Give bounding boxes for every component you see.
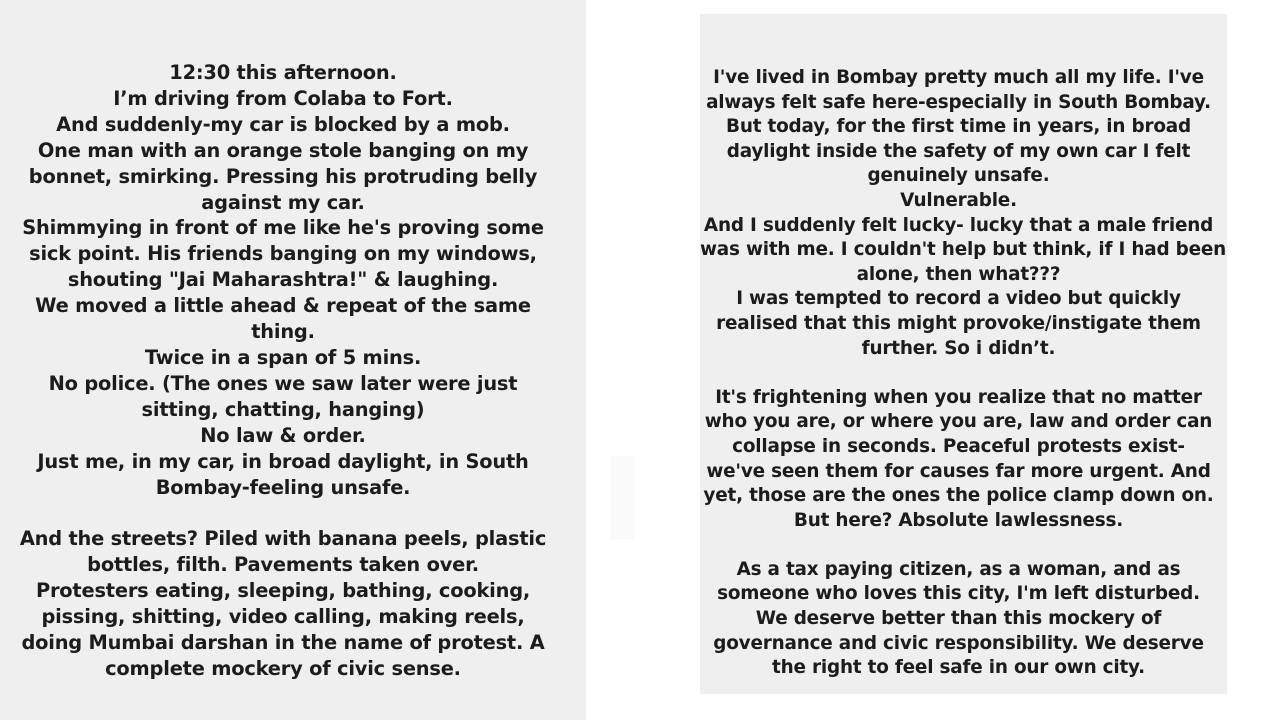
left-story-text [0,60,566,682]
story-line: someone who loves this city, I'm left disturbed. [717,583,1200,605]
story-line: yet, those are the ones the police clamp down on. [703,485,1214,507]
story-line: who you are, or where you are, law and order can [704,411,1213,433]
story-line: And I suddenly felt lucky- lucky that a male friend [703,214,1214,236]
story-line: realised that this might provoke/instigate them [716,312,1201,334]
story-line: It's frightening when you realize that no matter [715,386,1202,408]
story-line: I've lived in Bombay pretty much all my life. I've [713,67,1204,88]
story-line: against my car. [201,190,365,214]
story-line: further. So i didn’t. [861,337,1056,359]
divider-shape [610,456,634,540]
story-line: complete mockery of civic sense. [105,656,461,680]
story-line: daylight inside the safety of my own car I felt [726,140,1191,162]
story-line: Twice in a span of 5 mins. [144,345,422,369]
story-line: sitting, chatting, hanging) [141,397,425,421]
story-line: No police. (The ones we saw later were just [48,371,518,395]
story-line: bottles, filth. Pavements taken over. [87,553,479,577]
story-line: always felt safe here-especially in South Bombay. [706,91,1211,113]
story-line: We moved a little ahead & repeat of the same [35,294,531,318]
story-line: the right to feel safe in our own city. [772,657,1145,679]
paragraph-gap [700,533,1217,558]
story-line: As a tax paying citizen, as a woman, and as [736,558,1181,580]
story-line: No law & order. [200,423,366,447]
story-line: We deserve better than this mockery of [755,608,1162,630]
story-line: collapse in seconds. Peaceful protests exist- [732,435,1185,457]
right-story-text [700,66,1227,681]
story-line: shouting "Jai Maharashtra!" & laughing. [67,268,499,292]
story-line: governance and civic responsibility. We deserve [713,632,1204,654]
story-line: Vulnerable. [900,189,1017,211]
story-line: And suddenly-my car is blocked by a mob. [56,112,510,136]
story-line: we've seen them for causes far more urgent. And [706,460,1211,482]
paragraph-gap [700,361,1217,386]
story-line: Protesters eating, sleeping, bathing, cooking, [35,579,531,603]
story-line: Bombay-feeling unsafe. [155,475,411,499]
story-line: Just me, in my car, in broad daylight, in South [37,449,529,473]
story-line: was with me. I couldn't help but think, if I had been [700,239,1227,261]
story-line: But here? Absolute lawlessness. [793,509,1124,531]
story-line: One man with an orange stole banging on my [37,138,529,162]
story-line: thing. [251,320,315,344]
story-line: bonnet, smirking. Pressing his protruding belly [28,164,538,188]
story-line: But today, for the first time in years, in broad [726,116,1191,138]
story-line: I’m driving from Colaba to Fort. [113,86,453,110]
story-line: doing Mumbai darshan in the name of protest. A [21,630,545,654]
story-line: pissing, shitting, video calling, making reels, [41,605,525,629]
story-line: genuinely unsafe. [867,165,1050,187]
story-line: alone, then what??? [856,263,1061,285]
story-line: 12:30 this afternoon. [169,61,397,84]
story-line: And the streets? Piled with banana peels, plastic [19,527,547,551]
paragraph-gap [0,500,566,526]
story-line: I was tempted to record a video but quickly [736,288,1181,310]
story-line: Shimmying in front of me like he's proving some [22,216,544,240]
story-line: sick point. His friends banging on my windows, [29,242,537,266]
